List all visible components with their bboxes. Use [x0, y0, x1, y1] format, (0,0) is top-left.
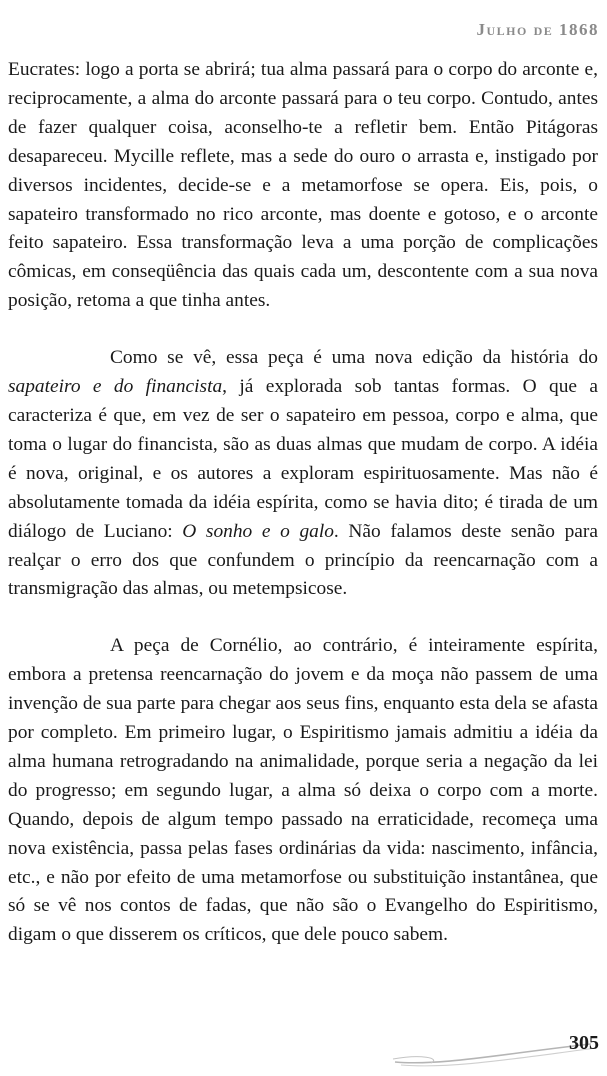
page-body [8, 56, 598, 950]
paragraph-2 [8, 344, 598, 604]
page-footer [391, 1032, 601, 1072]
italic-title-sonho: O sonho e o galo [182, 520, 334, 542]
paragraph-2-run-5: . Não falamos deste senão para realçar o erro dos que confundem o princípio da reencarnação com a transmigração das almas, ou metempsicose. [8, 520, 598, 600]
page-number: 305 [569, 1032, 599, 1054]
paragraph-3-text: A peça de Cornélio, ao contrário, é inteiramente espírita, embora a pretensa reencarnação do jovem e da moça não passem de uma invenção de sua parte para chegar aos seus fins, enquanto esta dela se afasta por completo. Em primeiro lugar, o Espiritismo jamais admitiu a idéia da alma humana retrogradando na animalidade, porque seria a negação da lei do progresso; em segundo lugar, a alma só deixa o corpo com a morte. Quando, depois de algum tempo passado na erraticidade, recomeça uma nova existência, passa pelas fases ordinárias da vida: nascimento, infância, etc., e não por efeito de uma metamorfose ou substituição instantânea, que só se vê nos contos de fadas, que não são o Evangelho do Espiritismo, digam o que disserem os críticos, que dele pouco sabem. [8, 635, 598, 946]
running-header: Julho de 1868 [476, 20, 599, 39]
paragraph-2-run-3: , já explorada sob tantas formas. O que a caracteriza é que, em vez de ser o sapateiro em pessoa, corpo e alma, que toma o lugar do financista, são as duas almas que mudam de corpo. A idéia é nova, original, e os autores a exploram espirituosamente. Mas não é absolutamente tomada da idéia espírita, como se havia dito; é tirada de um diálogo de Luciano: [8, 376, 598, 542]
paragraph-1 [8, 56, 598, 316]
paragraph-3 [8, 632, 598, 950]
italic-title-sapateiro: sapateiro e do financista [8, 376, 223, 398]
paragraph-1-text: Eucrates: logo a porta se abrirá; tua alma passará para o corpo do arconte e, reciprocamente, a alma do arconte passará para o teu corpo. Contudo, antes de fazer qualquer coisa, aconselho-te a refletir bem. Então Pitágoras desapareceu. Mycille reflete, mas a sede do ouro o arrasta e, instigado por diversos incidentes, decide-se e a metamorfose se opera. Eis, pois, o sapateiro transformado no rico arconte, mas doente e gotoso, e o arconte feito sapateiro. Essa transformação leva a uma porção de complicações cômicas, em conseqüência das quais cada um, descontente com a sua nova posição, retoma a que tinha antes. [8, 59, 598, 312]
paragraph-2-run-1: Como se vê, essa peça é uma nova edição da história do [110, 347, 598, 369]
